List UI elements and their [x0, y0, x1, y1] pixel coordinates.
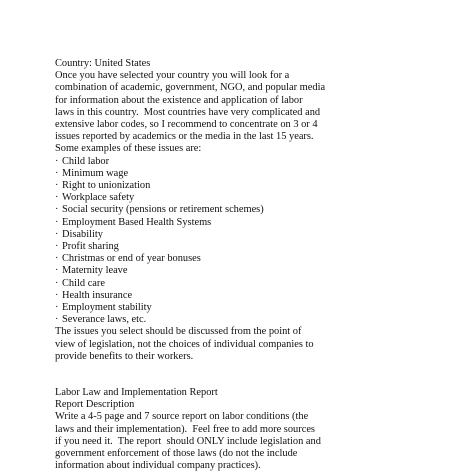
- issue-item: · Health insurance: [55, 290, 449, 302]
- issue-item: · Profit sharing: [55, 241, 449, 253]
- report-title: Labor Law and Implementation Report: [55, 387, 218, 399]
- issue-item: · Child care: [55, 278, 449, 290]
- closing-line: view of legislation, not the choices of individual companies to: [55, 338, 314, 350]
- intro-line: laws in this country. Most countries have very complicated and: [55, 106, 321, 118]
- intro-line: Some examples of these issues are:: [55, 143, 202, 155]
- section-gap: [55, 363, 449, 387]
- issue-item: · Christmas or end of year bonuses: [55, 253, 449, 265]
- issue-item: · Right to unionization: [55, 180, 449, 192]
- issue-item: · Social security (pensions or retirement schemes): [55, 204, 449, 216]
- report-line: information about individual company practices).: [55, 460, 261, 472]
- report-line: if you need it. The report should ONLY include legislation and: [55, 435, 321, 447]
- intro-line: for information about the existence and application of labor: [55, 94, 303, 106]
- issue-item: · Severance laws, etc.: [55, 314, 449, 326]
- report-line: Write a 4-5 page and 7 source report on labor conditions (the: [55, 411, 309, 423]
- report-subtitle: Report Description: [55, 399, 135, 411]
- document-page: [55, 58, 449, 473]
- issue-item: · Disability: [55, 229, 449, 241]
- country-line: Country: United States: [55, 58, 151, 69]
- issue-item: · Workplace safety: [55, 192, 449, 204]
- intro-line: issues reported by academics or the media in the last 15 years.: [55, 131, 314, 143]
- issue-item: · Child labor: [55, 156, 449, 168]
- issue-item: · Maternity leave: [55, 265, 449, 277]
- intro-line: Once you have selected your country you will look for a: [55, 70, 290, 82]
- intro-line: combination of academic, government, NGO, and popular media: [55, 82, 326, 94]
- closing-line: The issues you select should be discussed from the point of: [55, 326, 302, 338]
- report-line: government enforcement of those laws (do not the include: [55, 448, 298, 460]
- issue-item: · Minimum wage: [55, 168, 449, 180]
- issues-list: [55, 156, 449, 327]
- issue-item: · Employment Based Health Systems: [55, 217, 449, 229]
- report-line: laws and their implementation). Feel free to add more sources: [55, 423, 315, 435]
- intro-line: extensive labor codes, so I recommend to concentrate on 3 or 4: [55, 119, 318, 131]
- issue-item: · Employment stability: [55, 302, 449, 314]
- closing-line: provide benefits to their workers.: [55, 350, 194, 362]
